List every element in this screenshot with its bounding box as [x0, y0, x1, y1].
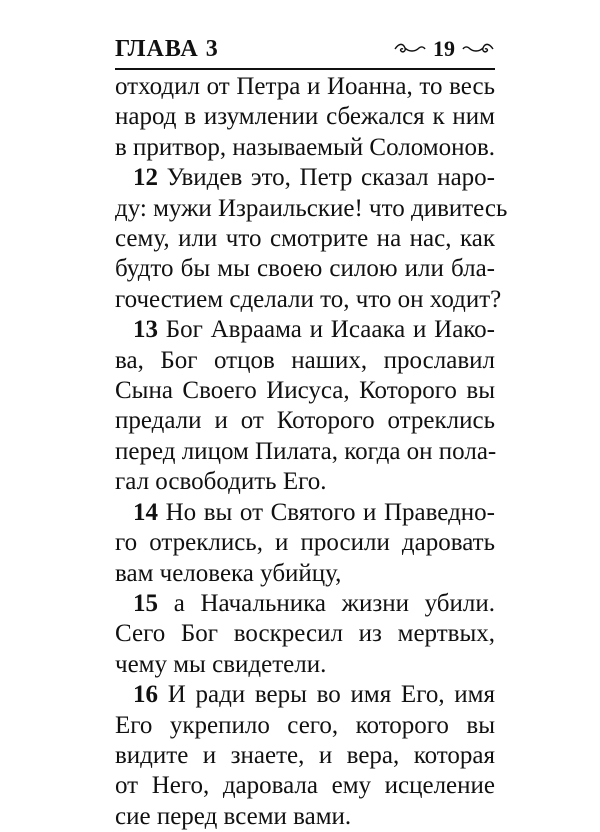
text-line	[115, 224, 495, 254]
line-text: чему мы свидетели.	[115, 650, 327, 678]
text-line	[115, 346, 495, 376]
line-text: народ в изумлении сбежался к ним	[115, 103, 495, 131]
text-line	[115, 102, 495, 132]
body-text	[115, 72, 508, 832]
line-text: го отреклись, и просили даровать	[115, 529, 495, 557]
line-text: перед лицом Пилата, когда он пола-	[115, 437, 497, 465]
verse-13	[115, 315, 495, 497]
text-line	[115, 72, 495, 102]
line-text: предали и от Которого отреклись	[115, 407, 495, 435]
verse-12	[115, 163, 508, 315]
verse-16	[115, 680, 495, 832]
text-line	[115, 194, 508, 224]
text-line	[115, 467, 495, 497]
line-text: сему, или что смотрите на нас, как	[115, 225, 495, 253]
text-line	[115, 406, 495, 436]
line-text: гал освободить Его.	[115, 468, 327, 496]
line-text: Его укрепило сего, которого вы	[115, 711, 495, 739]
text-line	[115, 498, 495, 528]
text-line	[115, 437, 495, 467]
verse-15	[115, 589, 495, 680]
page-number-group	[393, 36, 495, 62]
text-line	[115, 619, 495, 649]
verse-continuation	[115, 72, 495, 163]
line-text: ва, Бог отцов наших, прославил	[115, 346, 495, 374]
text-line	[115, 559, 495, 589]
line-text: отходил от Петра и Иоанна, то весь	[115, 73, 495, 100]
line-text: от Него, даровала ему исцеление	[115, 772, 495, 800]
text-line	[115, 285, 502, 315]
verse-number: 12	[133, 164, 158, 192]
line-text: вам человека убийцу,	[115, 559, 342, 587]
text-line	[115, 680, 495, 710]
flourish-icon	[461, 42, 495, 56]
line-text: сие перед всеми вами.	[115, 802, 352, 830]
line-text: гочестием сделали то, что он ходит?	[115, 285, 502, 313]
text-line	[115, 528, 495, 558]
text-line	[115, 163, 495, 193]
text-line	[115, 133, 495, 163]
page-number: 19	[433, 36, 455, 61]
text-line	[115, 802, 495, 832]
line-text: Сего Бог воскресил из мертвых,	[115, 620, 495, 648]
line-text: Но вы от Святого и Праведно-	[165, 498, 496, 526]
verse-number: 14	[133, 498, 158, 526]
verse-number: 13	[133, 316, 158, 344]
line-text: Бог Авраама и Исаака и Иако-	[165, 316, 496, 344]
line-text: а Начальника жизни убили.	[173, 589, 496, 617]
text-line	[115, 771, 495, 801]
text-line	[115, 376, 495, 406]
text-line	[115, 589, 495, 619]
line-text: в притвор, называемый Соломонов.	[115, 133, 496, 161]
line-text: И ради веры во имя Его, имя	[167, 681, 495, 709]
chapter-label: ГЛАВА 3	[115, 36, 219, 62]
verse-number: 15	[133, 589, 158, 617]
line-text: будто бы мы своею силою или бла-	[115, 255, 495, 283]
flourish-icon	[393, 42, 427, 56]
line-text: Увидев это, Петр сказал наро-	[166, 164, 495, 192]
book-page	[115, 30, 508, 830]
verse-14	[115, 498, 495, 589]
line-text: Сына Своего Иисуса, Которого вы	[115, 377, 495, 405]
text-line	[115, 741, 495, 771]
running-head	[115, 30, 495, 64]
line-text: ду: мужи Израильские! что дивитесь	[115, 194, 508, 222]
text-line	[115, 711, 495, 741]
text-line	[115, 315, 495, 345]
header-rule	[115, 68, 495, 70]
text-line	[115, 650, 495, 680]
text-line	[115, 254, 495, 284]
line-text: видите и знаете, и вера, которая	[115, 741, 495, 769]
verse-number: 16	[133, 681, 158, 709]
